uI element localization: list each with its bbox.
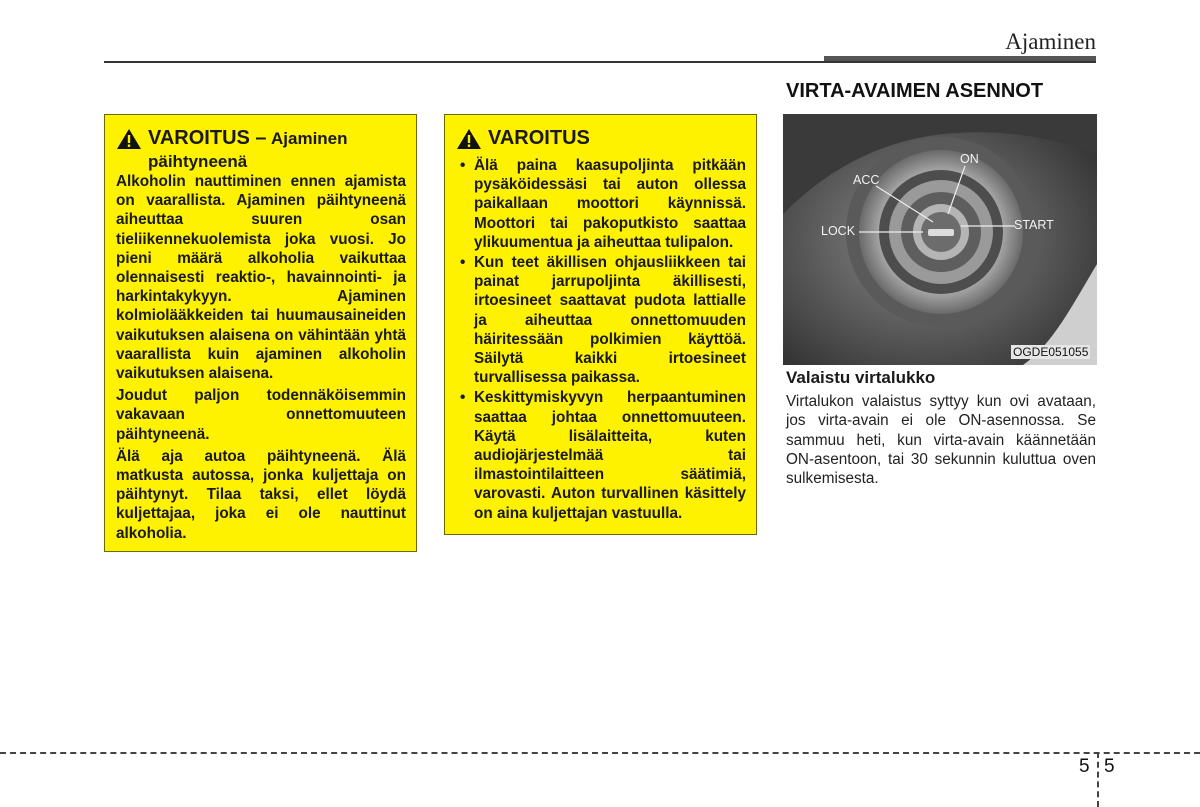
warning-list-item: • Keskittymiskyvyn herpaantuminen saattaa johtaa onnettomuuteen. Käytä lisälaitteita, kuten audiojärjestelmää tai ilmastointilaitteen säätimiä, varovasti. Auton turvallinen käsittely on aina kuljettajan vastuulla. [460, 389, 746, 522]
chapter-title: Ajaminen [1005, 29, 1096, 54]
warning-heading [116, 127, 406, 150]
warning-subtitle: päihtyneenä [148, 152, 248, 171]
warning-list-item: • Älä paina kaasupoljinta pitkään pysäköidessäsi tai auton ollessa paikallaan moottori käynnissä. Moottori tai pakoputkisto saattaa ylikuumentua ja aiheuttaa tulipalon. [460, 157, 746, 251]
warning-box-general [444, 114, 757, 535]
footer-divider [0, 752, 1200, 754]
label-lock: LOCK [821, 224, 856, 238]
page-number: 5 [1104, 756, 1115, 777]
warning-box-drunk-driving [104, 114, 417, 552]
photo-code: OGDE051055 [1013, 345, 1089, 359]
warning-label: VAROITUS [488, 127, 590, 149]
footer-vertical-divider [1097, 752, 1099, 807]
warning-paragraph: Älä aja autoa päihtyneenä. Älä matkusta autossa, jonka kuljettaja on päihtynyt. Tilaa taksi, ellet löydä kuljettajaa, joka ei ole nauttinut alkoholia. [116, 447, 406, 542]
warning-list-item: • Kun teet äkillisen ohjausliikkeen tai painat jarrupoljinta äkillisesti, irtoesineet saattavat pudota lattialle ja aiheuttaa onnettomuuden häiritessään polkimien käyttöä. Säilytä kaikki irtoesineet turvallisessa paikassa. [460, 254, 746, 387]
label-start: START [1014, 218, 1054, 232]
ignition-switch-photo [783, 114, 1097, 365]
header-rule [104, 61, 1096, 63]
warning-topic: Ajaminen [271, 129, 348, 148]
warning-heading [456, 127, 746, 150]
section-title: VIRTA-AVAIMEN ASENNOT [786, 80, 1044, 102]
label-acc: ACC [853, 173, 880, 187]
warning-paragraph: Alkoholin nauttiminen ennen ajamista on vaarallista. Ajaminen päihtyneenä aiheuttaa suuren osan tieliikennekuolemista joka vuosi. Jo pieni määrä alkoholia vaikuttaa olennaisesti reaktio-, havainnointi- ja harkintakykyyn. Ajaminen kolmiolääkkeiden tai huumausaineiden vaikutuksen alaisena on vähintään yhtä vaarallista kuin ajaminen alkoholin vaikutuksen alaisena. [116, 173, 406, 383]
warning-list [456, 156, 746, 523]
warning-triangle-icon [456, 128, 482, 150]
body-paragraph: Virtalukon valaistus syttyy kun ovi avataan, jos virta-avain ei ole ON-asennossa. Se sammuu heti, kun virta-avain käännetään ON-asentoon, tai 30 sekunnin kuluttua oven sulkemisesta. [786, 393, 1096, 488]
warning-paragraph: Joudut paljon todennäköisemmin vakavaan onnettomuuteen päihtyneenä. [116, 387, 406, 443]
chapter-number: 5 [1079, 756, 1090, 777]
subheading: Valaistu virtalukko [786, 368, 936, 387]
warning-triangle-icon [116, 128, 142, 150]
warning-label: VAROITUS – [148, 127, 267, 149]
label-on: ON [960, 152, 979, 166]
